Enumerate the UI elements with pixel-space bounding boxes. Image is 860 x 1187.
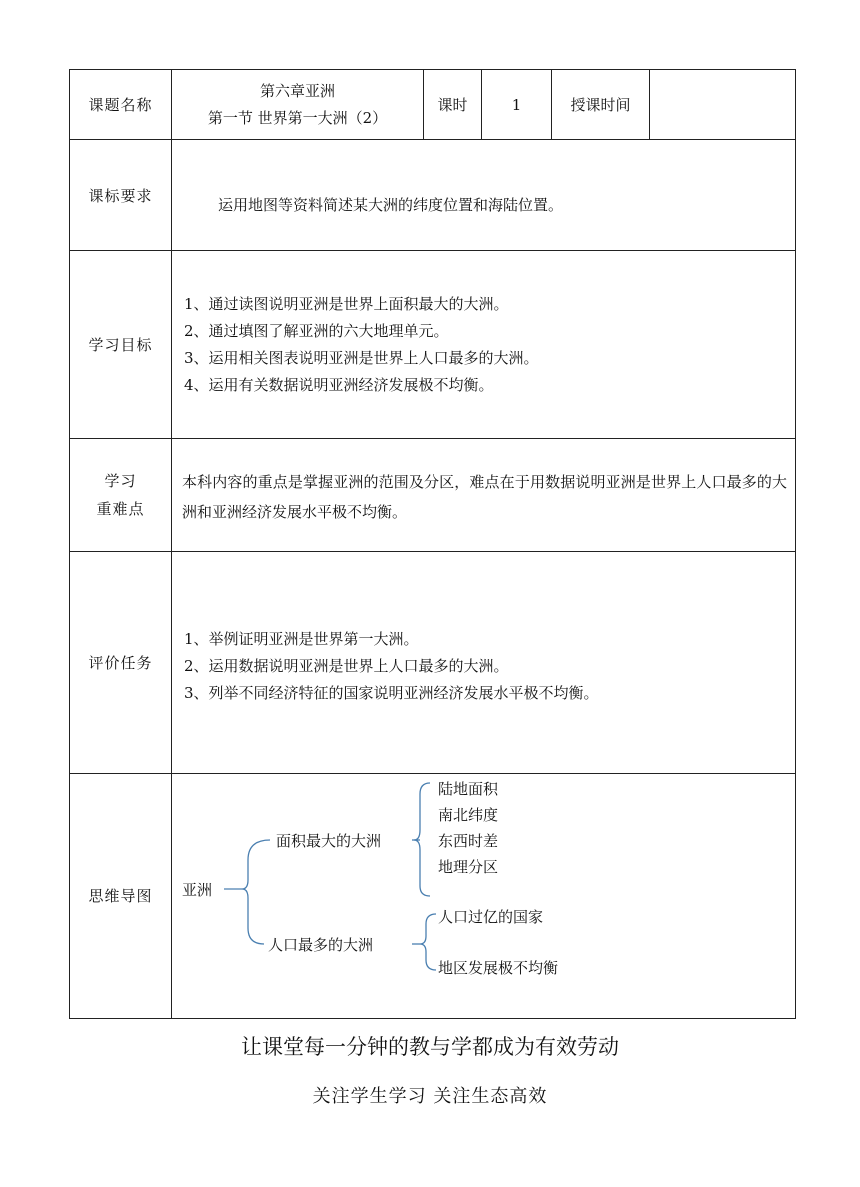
assessment-tasks-label: 评价任务 xyxy=(70,552,172,774)
row-assessment-tasks xyxy=(70,552,796,774)
row-curriculum-standard xyxy=(70,140,796,251)
row-lesson-title xyxy=(70,70,796,140)
key-points-label-line1: 学习 xyxy=(104,472,137,490)
assessment-task-item: 2、运用数据说明亚洲是世界上人口最多的大洲。 xyxy=(184,657,509,675)
learning-goals-label: 学习目标 xyxy=(70,251,172,439)
mind-map-leaf: 人口过亿的国家 xyxy=(438,908,544,926)
mind-map-root: 亚洲 xyxy=(182,881,213,899)
learning-goal-item: 1、通过读图说明亚洲是世界上面积最大的大洲。 xyxy=(184,294,509,313)
mind-map xyxy=(172,774,796,1018)
footer-motto: 关注学生学习 关注生态高效 xyxy=(312,1086,548,1107)
mind-map-leaf: 地区发展极不均衡 xyxy=(438,959,559,977)
learning-goal-item: 4、运用有关数据说明亚洲经济发展极不均衡。 xyxy=(184,375,494,394)
chapter-title: 第六章亚洲 xyxy=(259,81,335,100)
assessment-tasks-list xyxy=(172,552,796,774)
row-mind-map xyxy=(70,774,796,1019)
lesson-title-value xyxy=(172,70,424,140)
section-title: 第一节 世界第一大洲（2） xyxy=(207,108,388,127)
root-bracket xyxy=(242,840,270,944)
mind-map-leaf: 东西时差 xyxy=(438,832,499,850)
teaching-time-label: 授课时间 xyxy=(552,70,650,140)
mind-map-leaf: 地理分区 xyxy=(438,858,499,876)
footer-slogan: 让课堂每一分钟的教与学都成为有效劳动 xyxy=(241,1035,619,1059)
learning-goals-list xyxy=(172,251,796,439)
assessment-task-item: 3、列举不同经济特征的国家说明亚洲经济发展水平极不均衡。 xyxy=(184,684,599,702)
key-points-label xyxy=(70,439,172,552)
mind-map-cell xyxy=(172,774,796,1019)
hours-label: 课时 xyxy=(424,70,482,140)
mind-map-branch: 面积最大的大洲 xyxy=(276,832,382,850)
assessment-task-item: 1、举例证明亚洲是世界第一大洲。 xyxy=(184,630,419,648)
branch2-bracket xyxy=(420,914,436,970)
key-points-text: 本科内容的重点是掌握亚洲的范围及分区，难点在于用数据说明亚洲是世界上人口最多的大洲和亚洲经济发展水平极不均衡。 xyxy=(172,439,796,552)
lesson-title-label: 课题名称 xyxy=(70,70,172,140)
branch1-bracket xyxy=(414,783,430,896)
row-learning-goals xyxy=(70,251,796,439)
learning-goal-item: 3、运用相关图表说明亚洲是世界上人口最多的大洲。 xyxy=(184,348,539,367)
lesson-plan-table xyxy=(69,69,796,1019)
curriculum-standard-text: 运用地图等资料简述某大洲的纬度位置和海陆位置。 xyxy=(172,140,796,251)
learning-goal-item: 2、通过填图了解亚洲的六大地理单元。 xyxy=(184,321,449,340)
curriculum-standard-label: 课标要求 xyxy=(70,140,172,251)
mind-map-leaf: 陆地面积 xyxy=(438,780,499,798)
mind-map-leaf: 南北纬度 xyxy=(438,806,499,824)
row-key-points xyxy=(70,439,796,552)
mind-map-branch: 人口最多的大洲 xyxy=(268,936,374,954)
hours-value: 1 xyxy=(482,70,552,140)
teaching-time-value xyxy=(650,70,796,140)
key-points-label-line2: 重难点 xyxy=(96,500,145,518)
mind-map-label: 思维导图 xyxy=(70,774,172,1019)
